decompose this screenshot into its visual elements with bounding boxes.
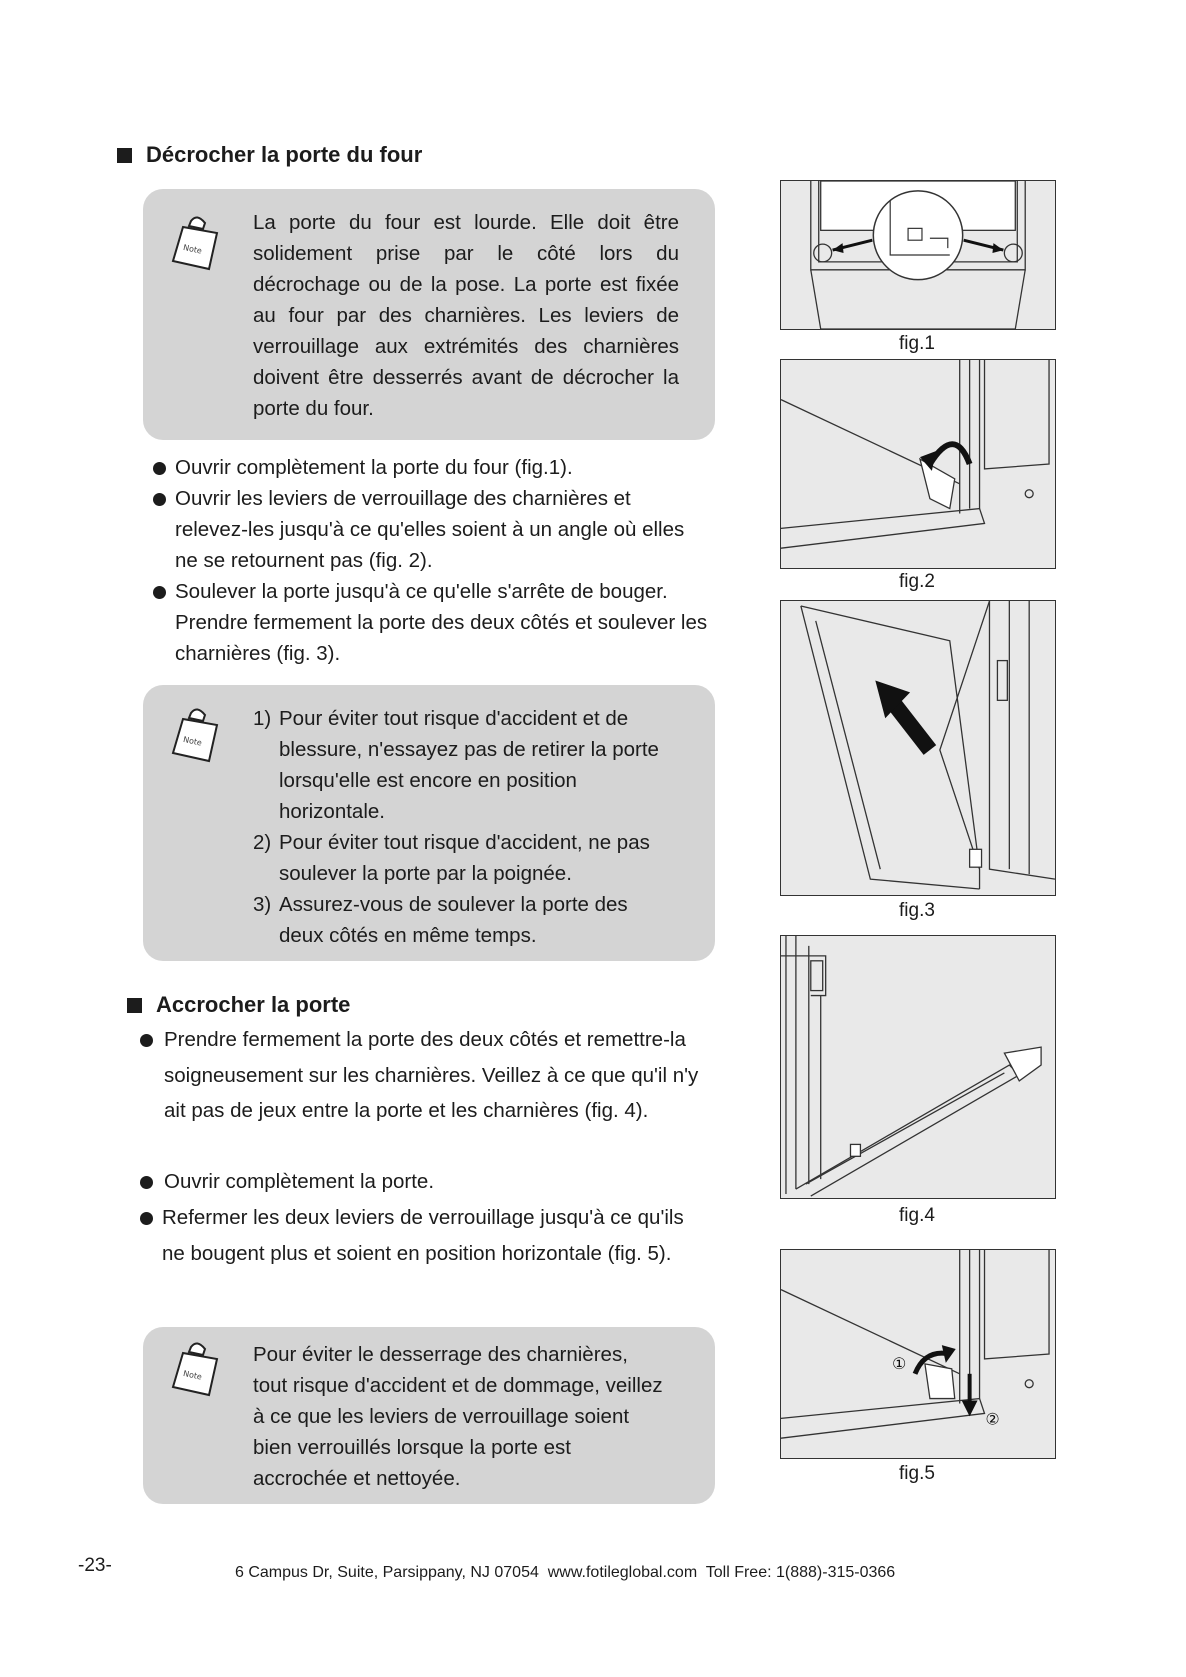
page-number: -23- xyxy=(78,1555,112,1576)
warning-number: 2) xyxy=(253,831,272,854)
heading-square-icon xyxy=(127,998,142,1013)
heading-square-icon xyxy=(117,148,132,163)
note-box-weight xyxy=(143,189,715,440)
svg-text:Note: Note xyxy=(182,734,203,748)
figure-caption: fig.4 xyxy=(899,1205,935,1226)
bullet-dot xyxy=(140,1212,153,1225)
clipboard-note-icon xyxy=(169,213,227,275)
figure-caption: fig.1 xyxy=(899,333,935,354)
bullet-text: Ouvrir les leviers de verrouillage des charnières et relevez-les jusqu'à ce qu'elles soient à un angle où elles ne se retournent pas (fig. 2). xyxy=(175,487,685,572)
figure-4-reattach-door xyxy=(780,935,1056,1199)
figure-3-lift-door xyxy=(780,600,1056,896)
note-text: La porte du four est lourde. Elle doit être solidement prise par le côté lors du décrochage ou de la pose. La porte est fixée au four par des charnières. Les leviers de verrouillage aux extrémités des charnières doivent être desserrés avant de décrocher la porte du four. xyxy=(253,211,679,420)
bullet-text: Ouvrir complètement la porte. xyxy=(164,1170,435,1193)
warning-item xyxy=(253,827,665,889)
clipboard-note-icon xyxy=(169,1339,227,1401)
figure-caption: fig.5 xyxy=(899,1463,935,1484)
warning-list xyxy=(253,703,665,951)
note-box-lock xyxy=(143,1327,715,1504)
clipboard-note-icon xyxy=(169,705,227,767)
svg-text:Note: Note xyxy=(182,242,203,256)
note-text: Pour éviter le desserrage des charnières, tout risque d'accident et de dommage, veillez à ce que les leviers de verrouillage soient bien verrouillés lorsque la porte est accrochée et nettoyée. xyxy=(253,1343,663,1490)
figure-5-lock-levers xyxy=(780,1249,1056,1459)
warning-item xyxy=(253,889,665,951)
bullet-dot xyxy=(153,493,166,506)
figure-1-oven-open xyxy=(780,180,1056,330)
svg-text:①: ① xyxy=(892,1353,907,1373)
section-heading-attach-door xyxy=(127,992,350,1018)
footer-address: 6 Campus Dr, Suite, Parsippany, NJ 07054 www.fotileglobal.com Toll Free: 1(888)-315-0366 xyxy=(235,1564,896,1581)
warning-item xyxy=(253,703,665,827)
note-box-warnings xyxy=(143,685,715,961)
section-title: Accrocher la porte xyxy=(156,992,351,1017)
warning-number: 1) xyxy=(253,707,272,730)
svg-text:Note: Note xyxy=(182,1368,203,1382)
warning-number: 3) xyxy=(253,893,272,916)
bullet-text: Prendre fermement la porte des deux côtés et remettre-la soigneusement sur les charnières. Veillez à ce que qu'il n'y ait pas de jeux entre la porte et les charnières (fig. 4). xyxy=(164,1028,699,1122)
figure-2-hinge-lever xyxy=(780,359,1056,569)
bullet-text: Ouvrir complètement la porte du four (fig.1). xyxy=(175,456,573,479)
bullet-dot xyxy=(140,1176,153,1189)
warning-text: Pour éviter tout risque d'accident, ne pas soulever la porte par la poignée. xyxy=(279,831,650,885)
bullet-dot xyxy=(153,462,166,475)
figure-caption: fig.3 xyxy=(899,900,935,921)
warning-text: Assurez-vous de soulever la porte des deux côtés en même temps. xyxy=(279,893,628,947)
section-title: Décrocher la porte du four xyxy=(146,142,423,167)
svg-text:②: ② xyxy=(985,1409,1000,1429)
bullet-text: Soulever la porte jusqu'à ce qu'elle s'arrête de bouger. Prendre fermement la porte des deux côtés et soulever les charnières (fig. 3). xyxy=(175,580,708,665)
bullet-dot xyxy=(153,586,166,599)
figure-caption: fig.2 xyxy=(899,571,935,592)
section-heading-remove-door xyxy=(117,142,422,168)
bullet-dot xyxy=(140,1034,153,1047)
bullet-text: Refermer les deux leviers de verrouillage jusqu'à ce qu'ils ne bougent plus et soient en position horizontale (fig. 5). xyxy=(162,1206,684,1265)
warning-text: Pour éviter tout risque d'accident et de blessure, n'essayez pas de retirer la porte lorsqu'elle est encore en position horizontale. xyxy=(279,707,659,823)
